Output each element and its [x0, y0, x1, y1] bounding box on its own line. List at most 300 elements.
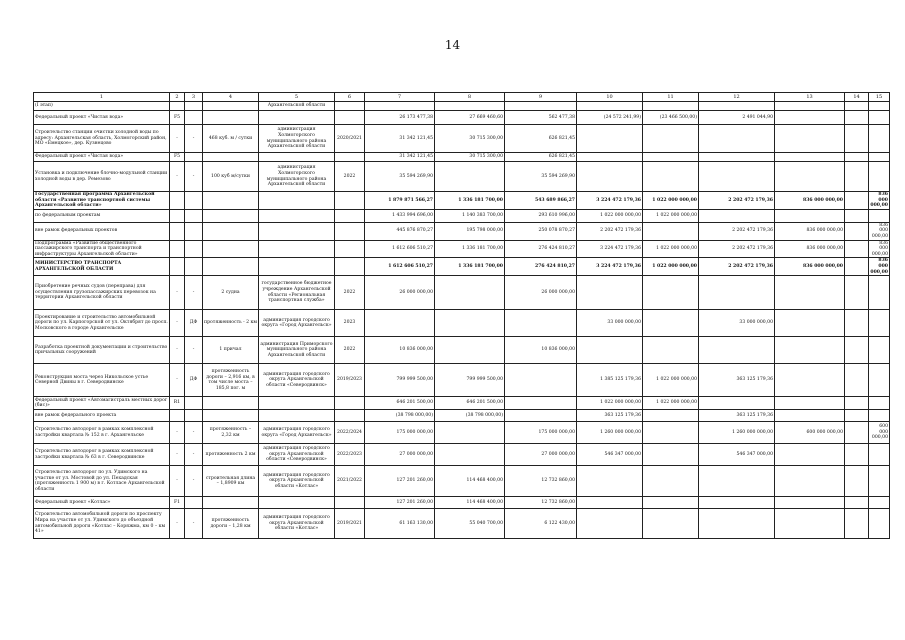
table-cell-col-15 — [869, 466, 890, 497]
table-cell-col-11 — [643, 444, 699, 466]
column-header-row — [34, 93, 890, 102]
table-row — [34, 102, 890, 111]
table-cell-col-13 — [775, 364, 845, 397]
table-cell-col-2 — [170, 192, 185, 210]
table-cell-col-6 — [335, 240, 365, 258]
table-cell-col-12 — [699, 397, 775, 410]
table-cell-col-3: - — [185, 125, 203, 153]
table-cell-col-14 — [845, 162, 869, 192]
table-row — [34, 111, 890, 125]
table-cell-col-9 — [505, 397, 577, 410]
table-cell-col-14 — [845, 209, 869, 222]
table-cell-col-14 — [845, 276, 869, 310]
table-cell-col-11: 1 022 000 000,00 — [643, 209, 699, 222]
table-row — [34, 276, 890, 310]
table-cell-col-2 — [170, 258, 185, 276]
page-number: 14 — [444, 38, 461, 52]
table-body — [34, 93, 890, 539]
table-row — [34, 310, 890, 337]
table-cell-col-11 — [643, 410, 699, 422]
table-cell-col-10 — [577, 337, 643, 364]
table-cell-col-3 — [185, 102, 203, 111]
budget-table — [33, 92, 890, 539]
table-cell-col-11: 1 022 000 000,00 — [643, 397, 699, 410]
table-cell-col-3 — [185, 410, 203, 422]
table-cell-col-7: 31 342 121,45 — [365, 153, 435, 162]
table-cell-col-15 — [869, 102, 890, 111]
table-cell-col-15 — [869, 337, 890, 364]
table-cell-col-12: 2 202 472 179,36 — [699, 258, 775, 276]
table-cell-col-7: 1 879 871 566,27 — [365, 192, 435, 210]
table-cell-col-9: 27 000 000,00 — [505, 444, 577, 466]
table-cell-col-12 — [699, 466, 775, 497]
table-cell-col-11 — [643, 102, 699, 111]
table-cell-col-4 — [203, 258, 259, 276]
table-row — [34, 364, 890, 397]
table-cell-col-4 — [203, 192, 259, 210]
table-cell-col-14 — [845, 153, 869, 162]
table-cell-col-5 — [259, 192, 335, 210]
table-cell-col-8 — [435, 444, 505, 466]
table-cell-col-13 — [775, 509, 845, 539]
table-cell-col-9: 26 000 000,00 — [505, 276, 577, 310]
table-cell-col-6: 2023 — [335, 310, 365, 337]
table-cell-col-8: 799 999 500,00 — [435, 364, 505, 397]
table-cell-col-7: (38 798 000,00) — [365, 410, 435, 422]
table-cell-col-14 — [845, 258, 869, 276]
column-header-3: 3 — [185, 93, 203, 102]
table-cell-col-1: Федеральный проект «Чистая вода» — [34, 153, 170, 162]
table-cell-col-13 — [775, 276, 845, 310]
table-cell-col-15 — [869, 364, 890, 397]
table-cell-col-7: 799 999 500,00 — [365, 364, 435, 397]
table-cell-col-3 — [185, 222, 203, 240]
table-cell-col-3: - — [185, 337, 203, 364]
table-cell-col-15 — [869, 444, 890, 466]
table-cell-col-9 — [505, 310, 577, 337]
table-cell-col-5: государственное бюджетное учреждение Архангельской области «Региональная транспортная служба» — [259, 276, 335, 310]
table-cell-col-2 — [170, 209, 185, 222]
table-cell-col-3 — [185, 497, 203, 509]
table-cell-col-2: - — [170, 125, 185, 153]
table-cell-col-3 — [185, 209, 203, 222]
table-cell-col-14 — [845, 222, 869, 240]
table-cell-col-9: 175 000 000,00 — [505, 422, 577, 444]
table-cell-col-1: Государственная программа Архангельской области «Развитие транспортной системы Архангельской области» — [34, 192, 170, 210]
table-cell-col-10 — [577, 509, 643, 539]
table-cell-col-14 — [845, 192, 869, 210]
table-cell-col-2 — [170, 410, 185, 422]
table-cell-col-11 — [643, 310, 699, 337]
table-cell-col-11 — [643, 337, 699, 364]
table-cell-col-13 — [775, 209, 845, 222]
table-row — [34, 209, 890, 222]
table-cell-col-10: 2 202 472 179,36 — [577, 222, 643, 240]
table-cell-col-12: 363 125 179,36 — [699, 410, 775, 422]
table-cell-col-2: F1 — [170, 497, 185, 509]
table-cell-col-12 — [699, 276, 775, 310]
table-cell-col-11 — [643, 276, 699, 310]
table-cell-col-7: 27 000 000,00 — [365, 444, 435, 466]
table-cell-col-4: 2 судна — [203, 276, 259, 310]
table-cell-col-13 — [775, 410, 845, 422]
table-cell-col-1: вне рамок федеральных проектов — [34, 222, 170, 240]
table-cell-col-3: - — [185, 466, 203, 497]
table-cell-col-9 — [505, 364, 577, 397]
table-cell-col-9: 626 821,45 — [505, 153, 577, 162]
table-cell-col-12 — [699, 162, 775, 192]
table-cell-col-15 — [869, 125, 890, 153]
table-cell-col-1: Проектирование и строительство автомобильной дороги по ул. Карпогорской от ул. Октябрят до просп. Московского в городе Архангельске — [34, 310, 170, 337]
table-cell-col-10: 3 224 472 179,36 — [577, 192, 643, 210]
table-cell-col-4: протяженность дороги – 1,28 км — [203, 509, 259, 539]
table-cell-col-14 — [845, 497, 869, 509]
table-cell-col-4 — [203, 102, 259, 111]
table-cell-col-13 — [775, 397, 845, 410]
table-cell-col-8: 30 715 300,00 — [435, 125, 505, 153]
table-cell-col-9: 12 732 860,00 — [505, 466, 577, 497]
table-cell-col-6: 2019/2023 — [335, 364, 365, 397]
column-header-9: 9 — [505, 93, 577, 102]
table-cell-col-4 — [203, 497, 259, 509]
column-header-11: 11 — [643, 93, 699, 102]
table-cell-col-8: 195 798 000,00 — [435, 222, 505, 240]
table-cell-col-13: 836 000 000,00 — [775, 222, 845, 240]
table-cell-col-6 — [335, 258, 365, 276]
column-header-6: 6 — [335, 93, 365, 102]
table-cell-col-13 — [775, 497, 845, 509]
table-cell-col-10: 1 260 000 000,00 — [577, 422, 643, 444]
table-cell-col-5: администрация Приморского муниципального района Архангельской области — [259, 337, 335, 364]
table-cell-col-9: 10 836 000,00 — [505, 337, 577, 364]
table-cell-col-11 — [643, 497, 699, 509]
table-cell-col-14 — [845, 240, 869, 258]
table-row — [34, 258, 890, 276]
table-cell-col-12: 363 125 179,36 — [699, 364, 775, 397]
table-cell-col-7: 31 342 121,45 — [365, 125, 435, 153]
table-cell-col-5 — [259, 397, 335, 410]
table-cell-col-5 — [259, 258, 335, 276]
table-cell-col-10: (24 572 241,99) — [577, 111, 643, 125]
table-cell-col-12: 546 347 000,00 — [699, 444, 775, 466]
table-cell-col-13: 836 000 000,00 — [775, 192, 845, 210]
table-cell-col-2: - — [170, 276, 185, 310]
table-cell-col-2 — [170, 102, 185, 111]
table-cell-col-15: 836 000 000,00 — [869, 222, 890, 240]
table-cell-col-8: 1 336 181 700,00 — [435, 240, 505, 258]
table-cell-col-10 — [577, 497, 643, 509]
table-cell-col-9 — [505, 410, 577, 422]
table-cell-col-11 — [643, 509, 699, 539]
table-cell-col-7: 1 612 606 510,27 — [365, 258, 435, 276]
table-cell-col-12 — [699, 125, 775, 153]
table-cell-col-7: 61 163 130,00 — [365, 509, 435, 539]
table-cell-col-10 — [577, 153, 643, 162]
table-cell-col-8: 1 336 181 700,00 — [435, 192, 505, 210]
table-cell-col-5: администрация городского округа «Город Архангельск» — [259, 310, 335, 337]
table-cell-col-2: - — [170, 162, 185, 192]
table-cell-col-14 — [845, 310, 869, 337]
table-cell-col-10: 363 125 179,36 — [577, 410, 643, 422]
table-cell-col-4: протяженность - 2 км — [203, 310, 259, 337]
table-cell-col-2 — [170, 222, 185, 240]
table-cell-col-13 — [775, 310, 845, 337]
table-cell-col-10: 546 347 000,00 — [577, 444, 643, 466]
table-cell-col-5: администрация городского округа «Город Архангельск» — [259, 422, 335, 444]
table-cell-col-12: 2 202 472 179,36 — [699, 222, 775, 240]
table-cell-col-12: 2 202 472 179,36 — [699, 192, 775, 210]
table-cell-col-13 — [775, 162, 845, 192]
table-cell-col-6: 2022 — [335, 276, 365, 310]
table-cell-col-15 — [869, 497, 890, 509]
table-cell-col-13 — [775, 111, 845, 125]
table-cell-col-6 — [335, 410, 365, 422]
table-cell-col-6 — [335, 497, 365, 509]
table-cell-col-14 — [845, 337, 869, 364]
table-cell-col-2: - — [170, 444, 185, 466]
table-cell-col-6 — [335, 102, 365, 111]
table-cell-col-4: 468 куб. м / сутки — [203, 125, 259, 153]
table-cell-col-4: протяженность дороги – 2,916 км, в том числе моста – 185,8 пог. м — [203, 364, 259, 397]
table-cell-col-5 — [259, 497, 335, 509]
table-row — [34, 497, 890, 509]
table-cell-col-12 — [699, 102, 775, 111]
table-cell-col-1: Строительство автодорог в рамках комплексной застройки квартала № 63 в г. Северодвинске — [34, 444, 170, 466]
table-cell-col-15 — [869, 162, 890, 192]
table-cell-col-5 — [259, 410, 335, 422]
table-row — [34, 509, 890, 539]
column-header-5: 5 — [259, 93, 335, 102]
table-cell-col-12: 2 202 472 179,36 — [699, 240, 775, 258]
table-cell-col-10: 3 224 472 179,36 — [577, 240, 643, 258]
table-cell-col-13 — [775, 125, 845, 153]
table-cell-col-10 — [577, 276, 643, 310]
table-row — [34, 192, 890, 210]
table-cell-col-6: 2020/2021 — [335, 125, 365, 153]
column-header-4: 4 — [203, 93, 259, 102]
table-cell-col-11 — [643, 125, 699, 153]
table-cell-col-14 — [845, 509, 869, 539]
table-cell-col-3: - — [185, 444, 203, 466]
column-header-1: 1 — [34, 93, 170, 102]
table-cell-col-7: 26 173 477,38 — [365, 111, 435, 125]
table-cell-col-4: строительная длина – 1,8909 км — [203, 466, 259, 497]
table-cell-col-11 — [643, 222, 699, 240]
table-cell-col-7: 1 433 994 696,00 — [365, 209, 435, 222]
table-cell-col-2: - — [170, 509, 185, 539]
table-cell-col-6 — [335, 397, 365, 410]
table-cell-col-1: Федеральный проект «Чистая вода» — [34, 111, 170, 125]
table-cell-col-10: 1 385 125 179,36 — [577, 364, 643, 397]
table-cell-col-6 — [335, 222, 365, 240]
table-cell-col-5: администрация городского округа Архангельской области «Котлас» — [259, 509, 335, 539]
table-cell-col-15: 600 000 000,00 — [869, 422, 890, 444]
table-cell-col-3: - — [185, 509, 203, 539]
table-cell-col-10 — [577, 466, 643, 497]
table-cell-col-9: 250 078 870,27 — [505, 222, 577, 240]
table-cell-col-7: 10 836 000,00 — [365, 337, 435, 364]
column-header-7: 7 — [365, 93, 435, 102]
table-cell-col-4: 1 причал — [203, 337, 259, 364]
table-cell-col-7: 175 000 000,00 — [365, 422, 435, 444]
table-cell-col-6 — [335, 153, 365, 162]
table-cell-col-2: F5 — [170, 153, 185, 162]
table-cell-col-1: вне рамок федерального проекта — [34, 410, 170, 422]
table-cell-col-7 — [365, 102, 435, 111]
table-cell-col-13 — [775, 153, 845, 162]
table-cell-col-5: администрация городского округа Архангельской области «Северодвинск» — [259, 364, 335, 397]
table-cell-col-8 — [435, 162, 505, 192]
table-cell-col-11 — [643, 153, 699, 162]
table-cell-col-6: 2022 — [335, 162, 365, 192]
table-cell-col-6: 2022/2024 — [335, 422, 365, 444]
table-cell-col-8: 27 669 460,60 — [435, 111, 505, 125]
table-cell-col-14 — [845, 466, 869, 497]
table-cell-col-3 — [185, 258, 203, 276]
table-cell-col-11: (23 466 500,00) — [643, 111, 699, 125]
table-cell-col-10: 1 022 000 000,00 — [577, 397, 643, 410]
table-cell-col-10: 1 022 000 000,00 — [577, 209, 643, 222]
table-cell-col-1: Строительство станции очистки холодной воды по адресу: Архангельская область, Холмогорский район, МО «Емецкое», дер. Кузнецово — [34, 125, 170, 153]
table-cell-col-4: 100 куб м/сутки — [203, 162, 259, 192]
column-header-14: 14 — [845, 93, 869, 102]
table-cell-col-6: 2022/2023 — [335, 444, 365, 466]
table-cell-col-11: 1 022 000 000,00 — [643, 258, 699, 276]
table-cell-col-5: администрация Холмогорского муниципального района Архангельской области — [259, 162, 335, 192]
table-cell-col-10: 33 000 000,00 — [577, 310, 643, 337]
table-cell-col-3: ДФ — [185, 310, 203, 337]
table-cell-col-4 — [203, 153, 259, 162]
table-cell-col-15 — [869, 410, 890, 422]
table-cell-col-2: - — [170, 466, 185, 497]
table-cell-col-1: Федеральный проект «Котлас» — [34, 497, 170, 509]
table-cell-col-14 — [845, 125, 869, 153]
table-cell-col-4 — [203, 209, 259, 222]
table-cell-col-5: администрация Холмогорского муниципального района Архангельской области — [259, 125, 335, 153]
table-cell-col-9: 562 477,38 — [505, 111, 577, 125]
table-cell-col-6: 2022 — [335, 337, 365, 364]
table-cell-col-13: 836 000 000,00 — [775, 258, 845, 276]
table-cell-col-14 — [845, 444, 869, 466]
table-cell-col-14 — [845, 111, 869, 125]
table-cell-col-8: 1 140 383 700,00 — [435, 209, 505, 222]
table-cell-col-5: администрация городского округа Архангельской области «Котлас» — [259, 466, 335, 497]
table-cell-col-1: МИНИСТЕРСТВО ТРАНСПОРТА АРХАНГЕЛЬСКОЙ ОБЛАСТИ — [34, 258, 170, 276]
table-row — [34, 222, 890, 240]
table-cell-col-7: 1 612 606 510,27 — [365, 240, 435, 258]
table-cell-col-1: Установка и подключение блочно-модульной станции холодной воды в дер. Ремезово — [34, 162, 170, 192]
table-cell-col-4 — [203, 222, 259, 240]
table-cell-col-3: ДФ — [185, 364, 203, 397]
table-cell-col-6 — [335, 192, 365, 210]
table-cell-col-3 — [185, 111, 203, 125]
table-cell-col-15 — [869, 310, 890, 337]
table-cell-col-15 — [869, 397, 890, 410]
table-cell-col-12 — [699, 337, 775, 364]
table-cell-col-15 — [869, 111, 890, 125]
table-cell-col-15 — [869, 153, 890, 162]
table-cell-col-13 — [775, 337, 845, 364]
table-cell-col-15 — [869, 509, 890, 539]
table-cell-col-9: 293 610 996,00 — [505, 209, 577, 222]
table-cell-col-3 — [185, 192, 203, 210]
table-cell-col-11: 1 022 000 000,00 — [643, 240, 699, 258]
table-cell-col-3: - — [185, 162, 203, 192]
column-header-12: 12 — [699, 93, 775, 102]
table-cell-col-5 — [259, 222, 335, 240]
table-cell-col-8: (38 798 000,00) — [435, 410, 505, 422]
table-cell-col-1: Приобретение речных судов (переправа) для осуществления грузопассажирских перевозок на территории Архангельской области — [34, 276, 170, 310]
table-row — [34, 162, 890, 192]
table-cell-col-14 — [845, 102, 869, 111]
table-cell-col-7 — [365, 310, 435, 337]
table-cell-col-12 — [699, 153, 775, 162]
table-cell-col-5 — [259, 153, 335, 162]
table-cell-col-10 — [577, 102, 643, 111]
table-cell-col-11: 1 022 000 000,00 — [643, 364, 699, 397]
table-cell-col-13: 600 000 000,00 — [775, 422, 845, 444]
table-cell-col-12: 1 260 000 000,00 — [699, 422, 775, 444]
table-cell-col-14 — [845, 397, 869, 410]
table-cell-col-8 — [435, 276, 505, 310]
table-cell-col-8: 30 715 300,00 — [435, 153, 505, 162]
table-cell-col-2 — [170, 240, 185, 258]
table-row — [34, 466, 890, 497]
table-cell-col-6: 2021/2022 — [335, 466, 365, 497]
table-cell-col-5 — [259, 111, 335, 125]
table-cell-col-15 — [869, 276, 890, 310]
table-cell-col-11 — [643, 162, 699, 192]
table-cell-col-8: 646 201 500,00 — [435, 397, 505, 410]
table-cell-col-8: 55 040 700,00 — [435, 509, 505, 539]
table-cell-col-5: администрация городского округа Архангельской области «Северодвинск» — [259, 444, 335, 466]
table-row — [34, 125, 890, 153]
table-cell-col-13 — [775, 444, 845, 466]
table-cell-col-8 — [435, 310, 505, 337]
table-cell-col-10 — [577, 125, 643, 153]
table-cell-col-13 — [775, 466, 845, 497]
table-cell-col-1: Строительство автодорог в рамках комплексной застройки квартала № 152 в г. Архангельске — [34, 422, 170, 444]
table-row — [34, 410, 890, 422]
column-header-13: 13 — [775, 93, 845, 102]
table-cell-col-8: 114 468 400,00 — [435, 466, 505, 497]
table-row — [34, 337, 890, 364]
table-cell-col-1: Разработка проектной документации и строительство причальных сооружений — [34, 337, 170, 364]
table-cell-col-1: Подпрограмма «Развитие общественного пассажирского транспорта и транспортной инфраструктуры Архангельской области» — [34, 240, 170, 258]
table-cell-col-10: 3 224 472 179,36 — [577, 258, 643, 276]
table-cell-col-5: Архангельской области — [259, 102, 335, 111]
table-cell-col-8 — [435, 422, 505, 444]
table-cell-col-1: (I этап) — [34, 102, 170, 111]
table-cell-col-7: 127 201 260,00 — [365, 466, 435, 497]
table-cell-col-3: - — [185, 276, 203, 310]
table-cell-col-2: - — [170, 422, 185, 444]
table-cell-col-15: 836 000 000,00 — [870, 258, 888, 275]
table-cell-col-1: Строительство автодорог по ул. Удимского на участке от ул. Мостовой до ул. Пехадская (протяженность 1 900 м) в г. Котласе Архангельской области — [34, 466, 170, 497]
table-cell-col-9: 543 689 866,27 — [505, 192, 577, 210]
table-cell-col-12 — [699, 497, 775, 509]
table-row — [34, 444, 890, 466]
column-header-8: 8 — [435, 93, 505, 102]
table-cell-col-8: 1 336 181 700,00 — [435, 258, 505, 276]
table-cell-col-1: по федеральным проектам — [34, 209, 170, 222]
table-cell-col-3 — [185, 240, 203, 258]
table-cell-col-1: Строительство автомобильной дороги по проспекту Мира на участке от ул. Удимского до объездной автомобильной дороги «Котлас – Коряжма, км 0 – км 41» — [34, 509, 170, 539]
table-cell-col-9: 6 122 430,00 — [505, 509, 577, 539]
column-header-10: 10 — [577, 93, 643, 102]
table-row — [34, 422, 890, 444]
table-cell-col-9 — [505, 102, 577, 111]
